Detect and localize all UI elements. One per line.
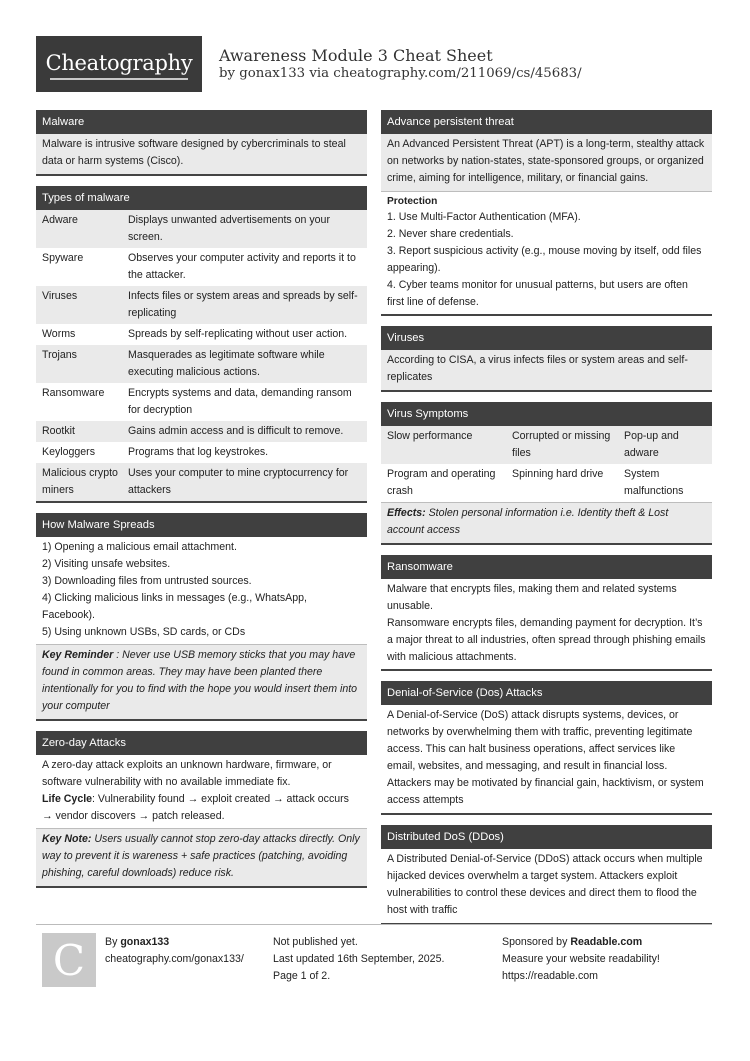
sponsor-link[interactable]: Readable.com — [570, 936, 643, 948]
list-item: 2. Never share credentials. — [387, 228, 514, 240]
symptom-cell: Pop-up and adware — [624, 430, 679, 459]
types-of-malware-block — [36, 186, 367, 503]
ransomware-text-2: Ransomware encrypts files, demanding payment for decryption. It’s a major threat to all industries, often spread through phishing emails with malicious attachments. — [387, 617, 706, 663]
list-item: 1) Opening a malicious email attachment. — [42, 541, 237, 553]
key-reminder-text: : Never use USB memory sticks that you may have found in common areas. They may have been planted there intentionally for you to find with the hope you would insert them into your computer — [42, 649, 358, 712]
malware-title: Malware — [36, 110, 367, 134]
table-row — [36, 383, 367, 421]
footer-author — [105, 934, 244, 968]
effects-text: Stolen personal information i.e. Identity theft & Lost account access — [387, 507, 669, 536]
symptom-cell: System malfunctions — [624, 468, 684, 497]
dos-title: Denial-of-Service (Dos) Attacks — [381, 681, 712, 705]
key-note — [36, 828, 367, 886]
symptom-cell: Spinning hard drive — [512, 468, 604, 480]
list-item: 4) Clicking malicious links in messages (e.g., WhatsApp, Facebook). — [42, 592, 307, 621]
effects-note — [381, 502, 712, 543]
footer-sponsor — [502, 934, 660, 985]
symptoms-title: Virus Symptoms — [381, 402, 712, 426]
table-row — [36, 248, 367, 286]
last-updated: Last updated 16th September, 2025. — [273, 953, 445, 965]
type-desc: Observes your computer activity and reports it to the attacker. — [128, 252, 356, 281]
type-desc: Programs that log keystrokes. — [128, 446, 269, 458]
malware-text: Malware is intrusive software designed by cybercriminals to steal data or harm systems (Cisco). — [36, 134, 367, 174]
list-item: 4. Cyber teams monitor for unusual patterns, but users are often first line of defense. — [387, 279, 688, 308]
sheet-title: Awareness Module 3 Cheat Sheet — [219, 46, 493, 65]
sponsor-url[interactable]: https://readable.com — [502, 970, 598, 982]
table-row — [36, 421, 367, 442]
type-name: Trojans — [42, 349, 77, 361]
by-prefix: By — [105, 936, 121, 948]
footer-status — [273, 934, 444, 985]
how-malware-spreads-block — [36, 513, 367, 721]
sponsor-tagline: Measure your website readability! — [502, 953, 660, 965]
apt-block — [381, 110, 712, 316]
author-link[interactable]: gonax133 — [120, 936, 170, 948]
zeroday-title: Zero-day Attacks — [36, 731, 367, 755]
ransomware-text-1: Malware that encrypts files, making them and related systems unusable. — [387, 583, 677, 612]
lifecycle-label: Life Cycle — [42, 793, 93, 805]
viruses-block — [381, 326, 712, 392]
type-name: Malicious crypto miners — [42, 467, 118, 496]
type-name: Keyloggers — [42, 446, 95, 458]
list-item: 2) Visiting unsafe websites. — [42, 558, 171, 570]
list-item: 1. Use Multi-Factor Authentication (MFA). — [387, 211, 581, 223]
logo-letter: C — [52, 936, 86, 985]
list-item: 5) Using unknown USBs, SD cards, or CDs — [42, 626, 246, 638]
sponsor-prefix: Sponsored by — [502, 936, 571, 948]
published-status: Not published yet. — [273, 936, 358, 948]
table-row — [381, 464, 712, 502]
table-row — [36, 210, 367, 248]
zeroday-text: A zero-day attack exploits an unknown hardware, firmware, or software vulnerability with no available immediate fix. — [42, 759, 332, 788]
table-row — [36, 463, 367, 501]
type-desc: Spreads by self-replicating without user action. — [128, 328, 348, 340]
type-name: Worms — [42, 328, 76, 340]
key-reminder-label: Key Reminder — [42, 649, 114, 661]
spread-title: How Malware Spreads — [36, 513, 367, 537]
list-item: 3) Downloading files from untrusted sources. — [42, 575, 252, 587]
type-name: Viruses — [42, 290, 78, 302]
symptom-cell: Slow performance — [387, 430, 473, 442]
virus-symptoms-block — [381, 402, 712, 545]
table-row — [36, 286, 367, 324]
type-desc: Encrypts systems and data, demanding ransom for decryption — [128, 387, 352, 416]
apt-text: An Advanced Persistent Threat (APT) is a long-term, stealthy attack on networks by nation-states, state-sponsored groups, or organized crime, aiming for intelligence, military, or financial gains. — [381, 134, 712, 191]
table-row — [36, 345, 367, 383]
footer — [36, 924, 712, 985]
key-reminder — [36, 644, 367, 719]
zeroday-lifecycle — [36, 791, 367, 828]
type-desc: Infects files or system areas and spreads by self-replicating — [128, 290, 358, 319]
malware-block — [36, 110, 367, 176]
dos-block — [381, 681, 712, 815]
type-name: Rootkit — [42, 425, 75, 437]
author-url[interactable]: cheatography.com/gonax133/ — [105, 953, 244, 965]
table-row — [36, 442, 367, 463]
list-item: 3. Report suspicious activity (e.g., mouse moving by itself, odd files appearing). — [387, 245, 702, 274]
type-desc: Displays unwanted advertisements on your screen. — [128, 214, 330, 243]
left-column — [36, 110, 367, 898]
apt-title: Advance persistent threat — [381, 110, 712, 134]
ransomware-block — [381, 555, 712, 671]
sheet-byline[interactable]: by gonax133 via cheatography.com/211069/cs/45683/ — [219, 66, 582, 81]
ddos-title: Distributed DoS (DDos) — [381, 825, 712, 849]
type-desc: Gains admin access and is difficult to remove. — [128, 425, 344, 437]
lifecycle-text: : Vulnerability found → exploit created → attack occurs → vendor discovers → patch released. — [42, 793, 349, 822]
right-column — [381, 110, 712, 935]
key-note-text: Users usually cannot stop zero-day attacks directly. Only way to prevent it is wareness + safe practices (patching, avoiding phishing, careful downloads) reduce risk. — [42, 833, 360, 879]
protection-title: Protection — [387, 196, 438, 207]
ddos-block — [381, 825, 712, 925]
effects-label: Effects: — [387, 507, 426, 519]
key-note-label: Key Note: — [42, 833, 92, 845]
table-row — [381, 426, 712, 464]
symptom-cell: Program and operating crash — [387, 468, 496, 497]
type-name: Spyware — [42, 252, 84, 264]
type-desc: Masquerades as legitimate software while executing malicious actions. — [128, 349, 325, 378]
ransomware-title: Ransomware — [381, 555, 712, 579]
symptom-cell: Corrupted or missing files — [512, 430, 611, 459]
viruses-text: According to CISA, a virus infects files or system areas and self-replicates — [381, 350, 712, 390]
cheatography-c-logo[interactable] — [42, 933, 96, 987]
dos-text: A Denial-of-Service (DoS) attack disrupts systems, devices, or networks by overwhelming them with traffic, preventing legitimate access. This can halt business operations, affect services like email, websites, and messaging, and result in financial loss. Attackers may be motivated by financial gain, hacktivism, or system access attempts — [387, 709, 704, 806]
cheatography-logo[interactable] — [36, 36, 202, 92]
page-number: Page 1 of 2. — [273, 970, 331, 982]
table-row — [36, 324, 367, 345]
viruses-title: Viruses — [381, 326, 712, 350]
types-title: Types of malware — [36, 186, 367, 210]
logo-underline — [50, 78, 188, 80]
type-name: Ransomware — [42, 387, 105, 399]
logo-text: Cheatography — [45, 51, 193, 75]
type-desc: Uses your computer to mine cryptocurrency for attackers — [128, 467, 349, 496]
ddos-text: A Distributed Denial-of-Service (DDoS) attack occurs when multiple hijacked devices overwhelm a target system. Attackers exploit vulnerabilities to control these devices and direct them to flood the host with traffic — [387, 853, 703, 916]
zero-day-block — [36, 731, 367, 888]
type-name: Adware — [42, 214, 78, 226]
